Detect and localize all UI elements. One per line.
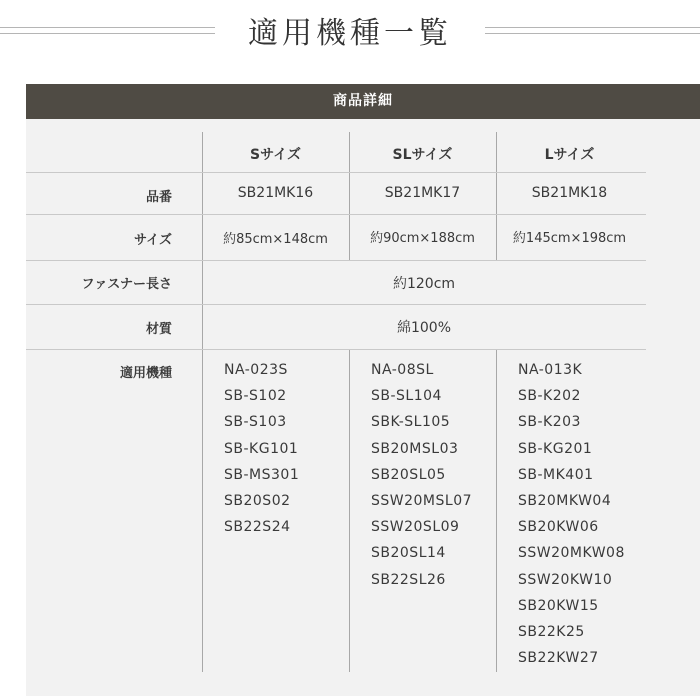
compatible-model-item: SB20S02 — [224, 492, 291, 509]
compatible-model-item: SB22KW27 — [518, 650, 599, 667]
compatible-model-item: SSW20SL09 — [371, 519, 460, 536]
title-divider-right — [485, 27, 700, 28]
compatible-models-l — [518, 357, 625, 671]
row-divider-1 — [26, 172, 646, 173]
compatible-model-item: SB22SL26 — [371, 571, 446, 588]
compatible-model-item: SB-KG201 — [518, 440, 593, 457]
compatible-model-item: SSW20KW10 — [518, 571, 613, 588]
column-divider-s-sl-bottom — [349, 349, 350, 672]
panel-header: 商品詳細 — [26, 84, 700, 119]
compatible-model-item: SB22S24 — [224, 519, 291, 536]
row-label-material: 材質 — [145, 322, 172, 337]
row-divider-4 — [26, 304, 646, 305]
model-number-sl: SB21MK17 — [384, 185, 461, 201]
column-header-s: Sサイズ — [250, 147, 301, 163]
compatible-model-item: SB20MKW04 — [518, 492, 612, 509]
product-details-panel — [26, 84, 700, 696]
compatible-model-item: NA-08SL — [371, 362, 434, 378]
compatible-model-item: SB-MS301 — [224, 466, 300, 483]
size-s: 約85cm×148cm — [223, 232, 328, 247]
title-divider-left-2 — [0, 33, 215, 34]
compatible-models-sl — [371, 357, 472, 593]
column-header-l: Lサイズ — [544, 147, 595, 163]
model-number-s: SB21MK16 — [237, 185, 314, 201]
compatible-model-item: SB-S102 — [224, 388, 287, 405]
compatible-model-item: SB-MK401 — [518, 466, 594, 483]
compatible-model-item: SBK-SL105 — [371, 414, 451, 431]
row-label-zipper-length: ファスナー長さ — [81, 277, 172, 292]
zipper-length-value: 約120cm — [392, 276, 456, 292]
title-row — [0, 0, 700, 64]
row-label-compatible-models: 適用機種 — [119, 366, 172, 381]
compatible-model-item: SB-K202 — [518, 388, 581, 405]
compatible-model-item: SB-K203 — [518, 414, 581, 431]
compatible-model-item: SSW20MSL07 — [371, 492, 473, 509]
compatible-model-item: SSW20MKW08 — [518, 545, 625, 562]
compatible-model-item: SB20SL05 — [371, 466, 446, 483]
compatible-model-item: SB22K25 — [518, 623, 585, 640]
compatible-model-item: SB20KW06 — [518, 519, 599, 536]
title-divider-left — [0, 27, 215, 28]
size-sl: 約90cm×188cm — [370, 231, 475, 246]
size-l: 約145cm×198cm — [512, 231, 627, 246]
row-label-size: サイズ — [134, 233, 172, 248]
row-label-model-number: 品番 — [145, 190, 172, 205]
model-number-l: SB21MK18 — [531, 185, 608, 201]
compatible-model-item: NA-013K — [518, 362, 583, 378]
page-title: 適用機種一覧 — [248, 16, 452, 51]
compatible-model-item: SB-S103 — [224, 414, 287, 431]
row-divider-2 — [26, 214, 646, 215]
row-divider-3 — [26, 260, 646, 261]
column-divider-label — [202, 132, 203, 672]
material-value: 綿100% — [396, 320, 452, 336]
compatible-model-item: SB20KW15 — [518, 597, 599, 614]
title-divider-right-2 — [485, 33, 700, 34]
column-divider-sl-l-bottom — [496, 349, 497, 672]
compatible-model-item: NA-023S — [224, 362, 288, 378]
compatible-model-item: SB-SL104 — [371, 388, 442, 405]
column-header-sl: SLサイズ — [392, 147, 453, 163]
compatible-models-s — [224, 357, 299, 540]
compatible-model-item: SB20SL14 — [371, 545, 446, 562]
compatible-model-item: SB-KG101 — [224, 440, 299, 457]
row-divider-5 — [26, 349, 646, 350]
compatible-model-item: SB20MSL03 — [371, 440, 459, 457]
